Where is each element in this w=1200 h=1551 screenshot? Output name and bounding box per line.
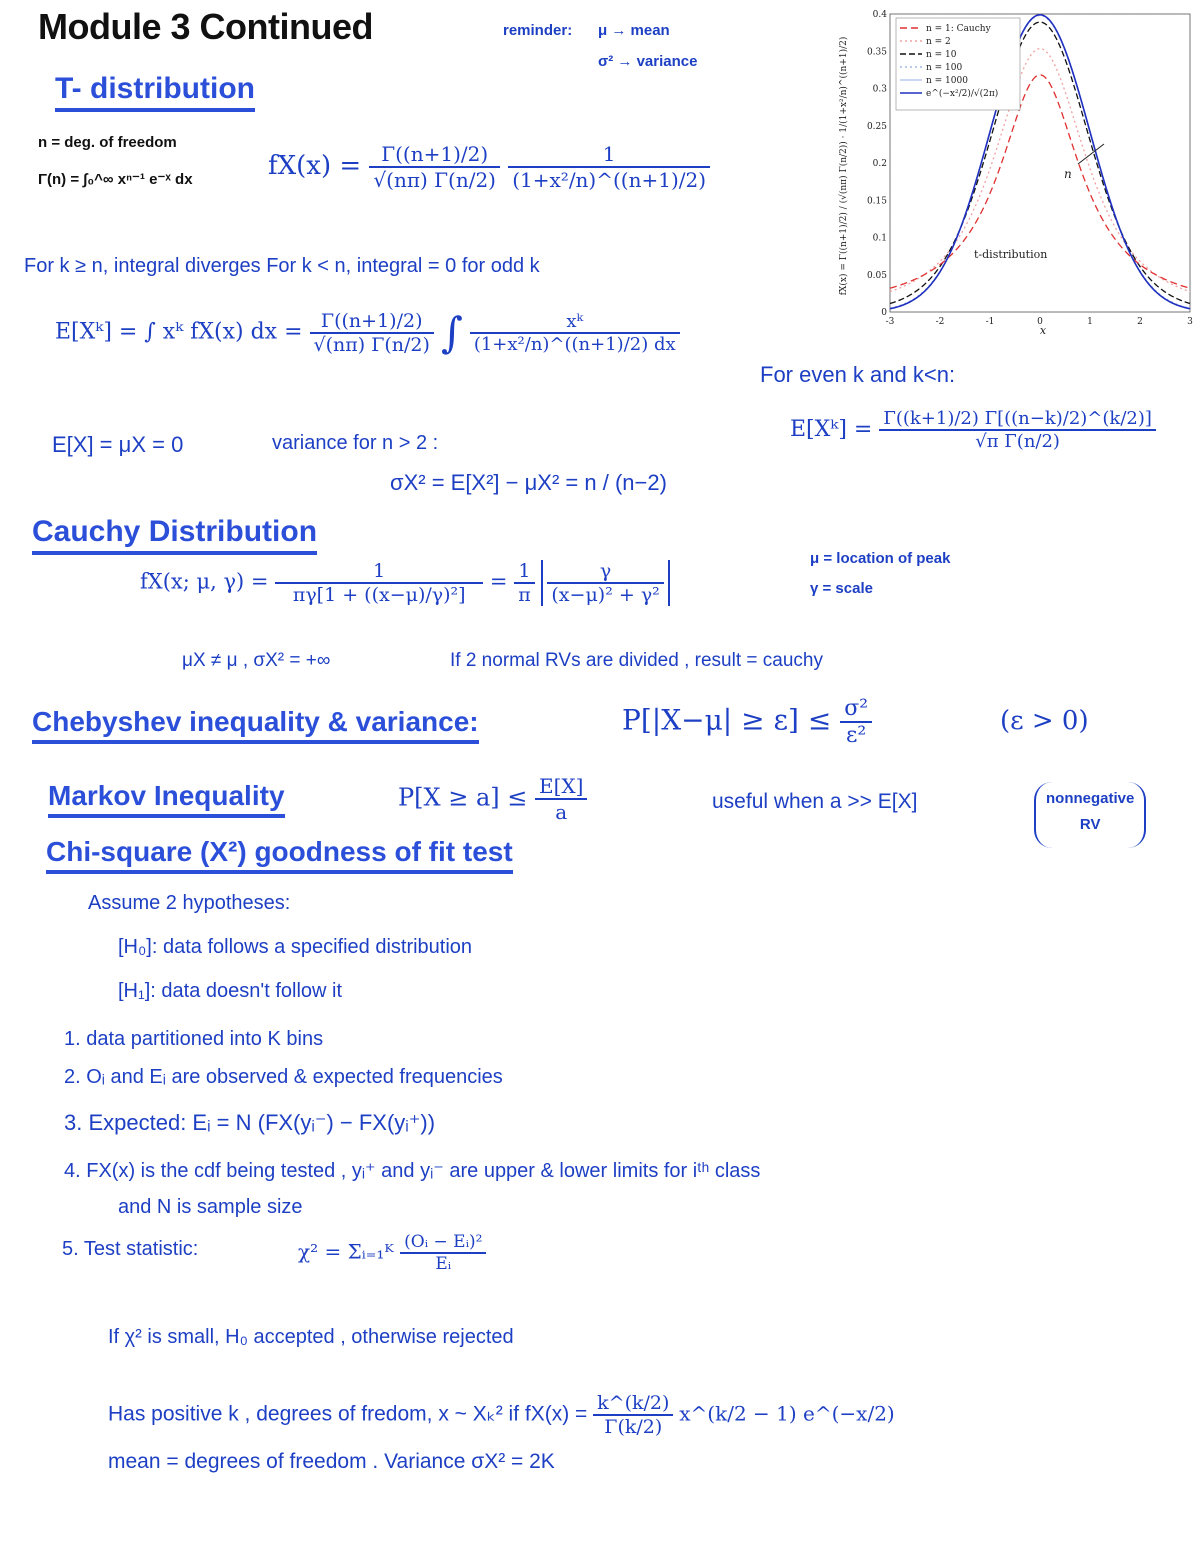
step-4: 4. FX(x) is the cdf being tested , yᵢ⁺ and yᵢ⁻ are upper & lower limits for iᵗʰ class (64, 1160, 761, 1182)
cauchy-pdf-numerator: 1 (275, 560, 483, 584)
test-statistic-lhs: χ² = Σᵢ₌₁ᴷ (298, 1239, 394, 1264)
cauchy-pdf-formula (140, 560, 670, 606)
cauchy-pdf3-numerator: γ (547, 560, 663, 584)
moments-note: For k ≥ n, integral diverges For k < n, integral = 0 for odd k (24, 255, 540, 277)
t-pdf-denominator-2: (1+x²/n)^((n+1)/2) (512, 168, 707, 192)
markov-aside-rv: RV (1079, 816, 1101, 833)
chart-y-tick-label: 0.2 (872, 159, 887, 169)
cauchy-pdf-lhs: fX(x; μ, γ) = (140, 569, 269, 594)
markov-numerator: E[X] (535, 774, 587, 800)
cauchy-heading: Cauchy Distribution (32, 515, 317, 555)
chebyshev-formula (622, 696, 872, 748)
moment-denominator: √(nπ) Γ(n/2) (313, 333, 430, 356)
cauchy-pdf-denominator: πγ[1 + ((x−μ)/γ)²] (292, 584, 466, 606)
step-3: 3. Expected: Eᵢ = N (FX(yᵢ⁻) − FX(yᵢ⁺)) (64, 1110, 436, 1135)
t-distribution-chart (832, 6, 1198, 336)
moment-integrand-denominator: (1+x²/n)^((n+1)/2) dx (473, 333, 676, 355)
chebyshev-denominator: ε² (846, 723, 867, 748)
assume-hypotheses: Assume 2 hypotheses: (88, 892, 291, 914)
t-pdf-denominator: √(nπ) Γ(n/2) (373, 168, 496, 192)
chart-legend-label: n = 2 (926, 37, 951, 47)
chart-legend-label: n = 10 (926, 50, 957, 60)
chisq-dof-formula (108, 1392, 895, 1438)
cauchy-equals: = (489, 569, 508, 594)
markov-heading: Markov Inequality (48, 780, 285, 818)
cauchy-moments: μX ≠ μ , σX² = +∞ (182, 650, 331, 671)
chebyshev-lhs: P[|X−μ| ≥ ε] ≤ (622, 703, 832, 737)
test-statistic (298, 1232, 486, 1274)
variance-note: variance for n > 2 : (272, 432, 439, 454)
even-k-note: For even k and k<n: (760, 362, 956, 387)
moment-formula: E[Xᵏ] = ∫ xᵏ fX(x) dx = $\frac{\Gamma((n+1)/2)}{√(n\pi) \Gamma(n/2)}$ ∫ $\frac{\text{xᵏ}}{\text{(1+x²/n)\textasciicircum{}((n+1)/2) dx}}$ (55, 308, 680, 357)
step-1: 1. data partitioned into K bins (64, 1028, 324, 1050)
markov-aside-nonnegative: nonnegative (1046, 790, 1135, 807)
even-moment-formula (790, 408, 1156, 452)
cauchy-param-mu: μ = location of peak (810, 550, 951, 567)
step-2: 2. Oᵢ and Eᵢ are observed & expected frequencies (64, 1066, 503, 1088)
test-statistic-denominator: Eᵢ (435, 1254, 452, 1274)
chebyshev-numerator: σ² (840, 696, 872, 723)
chisq-dof-tail: x^(k/2 − 1) e^(−x/2) (679, 1401, 895, 1426)
markov-lhs: P[X ≥ a] ≤ (398, 783, 528, 812)
chart-y-tick-label: 0.05 (866, 270, 887, 281)
chart-legend-label: n = 1000 (926, 76, 968, 86)
chart-annotation-n: n (1064, 167, 1072, 181)
chart-xlabel: x (1039, 324, 1047, 336)
chart-x-tick-label: 0 (1037, 317, 1043, 327)
markov-denominator: a (555, 800, 568, 824)
test-statistic-numerator: (Oᵢ − Eᵢ)² (400, 1232, 486, 1254)
markov-aside (1034, 782, 1146, 848)
step-4-cont: and N is sample size (118, 1196, 303, 1218)
chisquare-heading: Chi-square (X²) goodness of fit test (46, 836, 513, 874)
chart-y-tick-label: 0.35 (866, 47, 887, 58)
chart-y-tick-label: 0.15 (866, 196, 887, 207)
hypothesis-h1: [H₁]: data doesn't follow it (118, 980, 343, 1002)
gamma-definition: Γ(n) = ∫₀^∞ xⁿ⁻¹ e⁻ˣ dx (38, 171, 193, 188)
chart-legend-label: n = 100 (926, 63, 963, 73)
even-moment-numerator: Γ((k+1)/2) Γ[((n−k)/2)^(k/2)] (879, 408, 1156, 431)
even-moment-lhs: E[Xᵏ] = (790, 417, 873, 442)
chart-legend-label: e^(−x²/2)/√(2π) (926, 89, 999, 99)
even-moment-denominator: √π Γ(n/2) (975, 431, 1060, 452)
chart-ylabel: fX(x) = Γ((n+1)/2) / (√(nπ) Γ(n/2)) · 1/(1+x²/n)^((n+1)/2) (839, 36, 849, 296)
cauchy-ratio-note: If 2 normal RVs are divided , result = cauchy (450, 650, 823, 671)
dof-definition: n = deg. of freedom (38, 134, 177, 151)
chart-x-tick-label: -3 (885, 317, 895, 327)
step-5: 5. Test statistic: (62, 1238, 199, 1260)
hypothesis-h0: [H₀]: data follows a specified distribution (118, 936, 473, 958)
chart-x-tick-label: 1 (1087, 317, 1093, 327)
t-pdf-numerator: Γ((n+1)/2) (369, 142, 500, 168)
reminder-mean: μ → mean (598, 22, 670, 39)
chebyshev-heading: Chebyshev inequality & variance: (32, 706, 479, 744)
moment-integrand-numerator: xᵏ (470, 311, 680, 334)
chart-y-tick-label: 0.25 (866, 121, 887, 132)
moment-numerator: Γ((n+1)/2) (310, 310, 434, 334)
chart-x-tick-label: -1 (985, 317, 995, 327)
markov-formula (398, 774, 587, 824)
t-pdf-formula (268, 142, 710, 192)
chisq-dof-denominator: Γ(k/2) (604, 1416, 663, 1438)
t-pdf-lhs: fX(x) = (268, 151, 362, 181)
page-title: Module 3 Continued (38, 6, 373, 47)
chart-x-tick-label: -2 (935, 317, 945, 327)
cauchy-pdf2-denominator: π (518, 584, 531, 606)
cauchy-pdf2-numerator: 1 (514, 560, 535, 584)
chart-y-tick-label: 0.4 (872, 10, 887, 20)
chart-legend-label: n = 1: Cauchy (926, 24, 991, 34)
t-pdf-numerator-2: 1 (508, 142, 710, 168)
reminder-label: reminder: (503, 22, 573, 39)
chart-x-tick-label: 3 (1187, 317, 1193, 327)
decision-rule: If χ² is small, H₀ accepted , otherwise rejected (108, 1326, 514, 1348)
cauchy-param-gamma: γ = scale (810, 580, 873, 597)
chebyshev-condition: (ε > 0) (1000, 706, 1089, 736)
chisq-dof-numerator: k^(k/2) (593, 1392, 673, 1416)
t-mean: E[X] = μX = 0 (52, 432, 184, 457)
t-distribution-heading: T- distribution (55, 72, 255, 112)
chart-annotation-tdist: t-distribution (974, 248, 1048, 261)
chisq-dof-lhs: Has positive k , degrees of fredom, x ~ Xₖ² if fX(x) = (108, 1402, 588, 1426)
mean-variance: mean = degrees of freedom . Variance σX² = 2K (108, 1450, 555, 1473)
chart-y-tick-label: 0.1 (872, 233, 887, 244)
markov-note: useful when a >> E[X] (712, 790, 918, 813)
t-variance: σX² = E[X²] − μX² = n / (n−2) (390, 470, 667, 495)
reminder-variance: σ² → variance (598, 53, 698, 70)
cauchy-pdf3-denominator: (x−μ)² + γ² (551, 584, 660, 606)
chart-x-tick-label: 2 (1137, 317, 1143, 327)
moment-lhs: E[Xᵏ] = ∫ xᵏ fX(x) dx = (55, 319, 303, 345)
chart-y-tick-label: 0.3 (872, 84, 887, 95)
chart-y-tick-label: 0 (881, 308, 887, 318)
